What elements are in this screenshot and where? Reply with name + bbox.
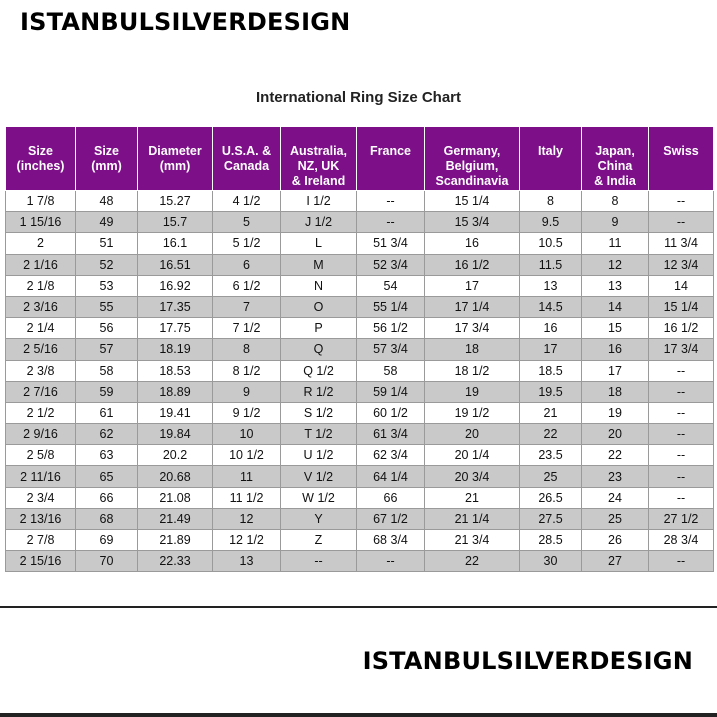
table-cell: 17 3/4 bbox=[425, 318, 520, 339]
column-header-line: Scandinavia bbox=[435, 174, 509, 188]
table-cell: 19.5 bbox=[520, 381, 582, 402]
table-cell: 14.5 bbox=[520, 296, 582, 317]
table-cell: -- bbox=[357, 191, 425, 212]
column-header bbox=[76, 127, 138, 191]
divider-line bbox=[0, 606, 717, 608]
table-cell: 22 bbox=[582, 445, 649, 466]
table-cell: Y bbox=[281, 508, 357, 529]
brand-logo-top: ISTANBULSILVERDESIGN bbox=[20, 8, 351, 36]
column-header bbox=[520, 127, 582, 191]
table-cell: 18.53 bbox=[138, 360, 213, 381]
table-cell: 22.33 bbox=[138, 551, 213, 572]
table-cell: V 1/2 bbox=[281, 466, 357, 487]
table-cell: 59 bbox=[76, 381, 138, 402]
table-cell: -- bbox=[357, 212, 425, 233]
table-cell: 13 bbox=[520, 275, 582, 296]
table-cell: 20 1/4 bbox=[425, 445, 520, 466]
table-cell: 20.68 bbox=[138, 466, 213, 487]
table-cell: 15 3/4 bbox=[425, 212, 520, 233]
column-header-line: Germany, bbox=[443, 144, 501, 158]
table-cell: P bbox=[281, 318, 357, 339]
table-cell: 70 bbox=[76, 551, 138, 572]
table-cell: 68 3/4 bbox=[357, 530, 425, 551]
table-cell: 15.7 bbox=[138, 212, 213, 233]
table-cell: 68 bbox=[76, 508, 138, 529]
table-body bbox=[6, 191, 714, 572]
table-cell: 10 1/2 bbox=[213, 445, 281, 466]
table-cell: 17.75 bbox=[138, 318, 213, 339]
column-header bbox=[425, 127, 520, 191]
column-header-line: Italy bbox=[537, 144, 563, 158]
table-cell: -- bbox=[281, 551, 357, 572]
table-cell: 2 3/8 bbox=[6, 360, 76, 381]
table-cell: 28 3/4 bbox=[649, 530, 714, 551]
table-cell: 9.5 bbox=[520, 212, 582, 233]
table-cell: 12 1/2 bbox=[213, 530, 281, 551]
table-cell: 15 1/4 bbox=[649, 296, 714, 317]
table-cell: 62 3/4 bbox=[357, 445, 425, 466]
table-cell: 22 bbox=[520, 424, 582, 445]
table-cell: -- bbox=[357, 551, 425, 572]
table-row bbox=[6, 508, 714, 529]
table-cell: 21.08 bbox=[138, 487, 213, 508]
column-header-line: Canada bbox=[223, 159, 270, 173]
table-cell: 8 bbox=[213, 339, 281, 360]
table-row bbox=[6, 339, 714, 360]
table-row bbox=[6, 445, 714, 466]
table-cell: -- bbox=[649, 381, 714, 402]
column-header-line: Size bbox=[93, 144, 119, 158]
table-cell: 16.51 bbox=[138, 254, 213, 275]
table-cell: 30 bbox=[520, 551, 582, 572]
table-cell: 13 bbox=[582, 275, 649, 296]
table-cell: 62 bbox=[76, 424, 138, 445]
table-cell: 19.84 bbox=[138, 424, 213, 445]
table-row bbox=[6, 530, 714, 551]
table-cell: 56 1/2 bbox=[357, 318, 425, 339]
table-cell: 16 1/2 bbox=[425, 254, 520, 275]
table-cell: 17 bbox=[520, 339, 582, 360]
table-cell: 28.5 bbox=[520, 530, 582, 551]
table-cell: R 1/2 bbox=[281, 381, 357, 402]
table-cell: 22 bbox=[425, 551, 520, 572]
table-cell: 17 bbox=[425, 275, 520, 296]
table-cell: 16 bbox=[582, 339, 649, 360]
table-cell: 15 bbox=[582, 318, 649, 339]
table-cell: 21 bbox=[425, 487, 520, 508]
table-cell: 52 bbox=[76, 254, 138, 275]
table-cell: 61 3/4 bbox=[357, 424, 425, 445]
column-header-line: (mm) bbox=[159, 159, 191, 173]
table-cell: 53 bbox=[76, 275, 138, 296]
table-cell: 55 1/4 bbox=[357, 296, 425, 317]
table-cell: 18 bbox=[425, 339, 520, 360]
table-cell: -- bbox=[649, 466, 714, 487]
column-header-line: Belgium, bbox=[445, 159, 499, 173]
table-row bbox=[6, 487, 714, 508]
table-cell: 14 bbox=[582, 296, 649, 317]
table-cell: -- bbox=[649, 424, 714, 445]
column-header-line: U.S.A. & bbox=[221, 144, 272, 158]
column-header bbox=[138, 127, 213, 191]
column-header bbox=[213, 127, 281, 191]
table-cell: 11.5 bbox=[520, 254, 582, 275]
table-cell: 2 1/16 bbox=[6, 254, 76, 275]
column-header-line: Japan, bbox=[595, 144, 635, 158]
column-header-line: Australia, bbox=[290, 144, 347, 158]
table-cell: 57 bbox=[76, 339, 138, 360]
table-cell: 6 bbox=[213, 254, 281, 275]
column-header bbox=[582, 127, 649, 191]
table-cell: -- bbox=[649, 402, 714, 423]
table-cell: 24 bbox=[582, 487, 649, 508]
table-cell: 25 bbox=[582, 508, 649, 529]
table-cell: I 1/2 bbox=[281, 191, 357, 212]
table-cell: 64 1/4 bbox=[357, 466, 425, 487]
table-cell: 27.5 bbox=[520, 508, 582, 529]
table-cell: 12 bbox=[582, 254, 649, 275]
table-cell: 8 bbox=[520, 191, 582, 212]
table-row bbox=[6, 551, 714, 572]
table-cell: 16 bbox=[520, 318, 582, 339]
column-header-line: Swiss bbox=[663, 144, 699, 158]
table-cell: 23 bbox=[582, 466, 649, 487]
table-cell: 2 13/16 bbox=[6, 508, 76, 529]
table-cell: 27 bbox=[582, 551, 649, 572]
column-header bbox=[649, 127, 714, 191]
table-cell: 6 1/2 bbox=[213, 275, 281, 296]
table-cell: 12 bbox=[213, 508, 281, 529]
column-header-line: & India bbox=[594, 174, 636, 188]
brand-logo-bottom: ISTANBULSILVERDESIGN bbox=[362, 647, 693, 675]
chart-title bbox=[0, 89, 717, 106]
table-cell: 19 bbox=[582, 402, 649, 423]
table-row bbox=[6, 381, 714, 402]
table-cell: Q bbox=[281, 339, 357, 360]
column-header-line: (mm) bbox=[91, 159, 122, 173]
table-row bbox=[6, 318, 714, 339]
table-cell: 2 7/8 bbox=[6, 530, 76, 551]
table-cell: 65 bbox=[76, 466, 138, 487]
table-cell: S 1/2 bbox=[281, 402, 357, 423]
table-cell: 2 15/16 bbox=[6, 551, 76, 572]
table-cell: 14 bbox=[649, 275, 714, 296]
column-header bbox=[357, 127, 425, 191]
table-cell: 2 5/16 bbox=[6, 339, 76, 360]
table-row bbox=[6, 191, 714, 212]
table-cell: 26.5 bbox=[520, 487, 582, 508]
table-cell: 2 1/2 bbox=[6, 402, 76, 423]
table-cell: 19.41 bbox=[138, 402, 213, 423]
table-cell: N bbox=[281, 275, 357, 296]
table-cell: 25 bbox=[520, 466, 582, 487]
table-cell: M bbox=[281, 254, 357, 275]
table-cell: 23.5 bbox=[520, 445, 582, 466]
chart-title-text: International Ring Size Chart bbox=[255, 89, 462, 106]
column-header-line: Size bbox=[27, 144, 53, 158]
column-header-line: & Ireland bbox=[291, 174, 346, 188]
table-cell: 58 bbox=[76, 360, 138, 381]
table-cell: 15.27 bbox=[138, 191, 213, 212]
column-header-line: (inches) bbox=[16, 159, 65, 173]
table-cell: 2 bbox=[6, 233, 76, 254]
table-cell: 67 1/2 bbox=[357, 508, 425, 529]
table-cell: 17 3/4 bbox=[649, 339, 714, 360]
table-cell: 9 bbox=[582, 212, 649, 233]
table-cell: 11 1/2 bbox=[213, 487, 281, 508]
table-cell: 2 7/16 bbox=[6, 381, 76, 402]
table-cell: 21.49 bbox=[138, 508, 213, 529]
table-cell: 12 3/4 bbox=[649, 254, 714, 275]
table-cell: 60 1/2 bbox=[357, 402, 425, 423]
table-cell: 1 15/16 bbox=[6, 212, 76, 233]
table-cell: 8 1/2 bbox=[213, 360, 281, 381]
table-cell: 18 1/2 bbox=[425, 360, 520, 381]
table-cell: 11 3/4 bbox=[649, 233, 714, 254]
table-cell: 7 1/2 bbox=[213, 318, 281, 339]
table-cell: 58 bbox=[357, 360, 425, 381]
table-cell: 59 1/4 bbox=[357, 381, 425, 402]
table-cell: 18.5 bbox=[520, 360, 582, 381]
table-cell: 2 9/16 bbox=[6, 424, 76, 445]
table-cell: U 1/2 bbox=[281, 445, 357, 466]
table-cell: 51 bbox=[76, 233, 138, 254]
table-cell: 66 bbox=[76, 487, 138, 508]
table-cell: 55 bbox=[76, 296, 138, 317]
table-cell: 20 bbox=[425, 424, 520, 445]
table-cell: 10.5 bbox=[520, 233, 582, 254]
column-header-line: NZ, UK bbox=[297, 159, 340, 173]
table-cell: 2 3/16 bbox=[6, 296, 76, 317]
table-cell: 66 bbox=[357, 487, 425, 508]
table-cell: 2 5/8 bbox=[6, 445, 76, 466]
table-cell: 21.89 bbox=[138, 530, 213, 551]
table-cell: 2 3/4 bbox=[6, 487, 76, 508]
table-cell: -- bbox=[649, 487, 714, 508]
table-cell: 13 bbox=[213, 551, 281, 572]
ring-size-table bbox=[5, 126, 714, 572]
table-cell: 2 1/8 bbox=[6, 275, 76, 296]
table-cell: 17 1/4 bbox=[425, 296, 520, 317]
table-cell: 16 bbox=[425, 233, 520, 254]
table-cell: 51 3/4 bbox=[357, 233, 425, 254]
table-cell: 2 1/4 bbox=[6, 318, 76, 339]
table-cell: 69 bbox=[76, 530, 138, 551]
table-cell: -- bbox=[649, 445, 714, 466]
table-cell: 21 bbox=[520, 402, 582, 423]
table-cell: 9 1/2 bbox=[213, 402, 281, 423]
table-cell: -- bbox=[649, 360, 714, 381]
table-cell: 19 1/2 bbox=[425, 402, 520, 423]
table-cell: 17.35 bbox=[138, 296, 213, 317]
table-cell: 20 3/4 bbox=[425, 466, 520, 487]
table-row bbox=[6, 466, 714, 487]
table-cell: 49 bbox=[76, 212, 138, 233]
table-cell: 54 bbox=[357, 275, 425, 296]
table-cell: 15 1/4 bbox=[425, 191, 520, 212]
table-cell: W 1/2 bbox=[281, 487, 357, 508]
table-cell: 56 bbox=[76, 318, 138, 339]
table-cell: -- bbox=[649, 191, 714, 212]
table-cell: 19 bbox=[425, 381, 520, 402]
table-cell: 11 bbox=[213, 466, 281, 487]
column-header bbox=[6, 127, 76, 191]
table-row bbox=[6, 275, 714, 296]
bottom-border bbox=[0, 713, 717, 717]
column-header-line: China bbox=[597, 159, 633, 173]
table-cell: 57 3/4 bbox=[357, 339, 425, 360]
table-cell: 63 bbox=[76, 445, 138, 466]
table-cell: 27 1/2 bbox=[649, 508, 714, 529]
table-cell: T 1/2 bbox=[281, 424, 357, 445]
table-cell: 1 7/8 bbox=[6, 191, 76, 212]
table-row bbox=[6, 402, 714, 423]
table-cell: 18.89 bbox=[138, 381, 213, 402]
table-cell: Q 1/2 bbox=[281, 360, 357, 381]
table-cell: 8 bbox=[582, 191, 649, 212]
table-cell: 20.2 bbox=[138, 445, 213, 466]
table-cell: 17 bbox=[582, 360, 649, 381]
table-cell: 18.19 bbox=[138, 339, 213, 360]
table-cell: L bbox=[281, 233, 357, 254]
table-row bbox=[6, 360, 714, 381]
table-cell: 20 bbox=[582, 424, 649, 445]
table-cell: 16.92 bbox=[138, 275, 213, 296]
table-cell: 48 bbox=[76, 191, 138, 212]
table-cell: Z bbox=[281, 530, 357, 551]
column-header bbox=[281, 127, 357, 191]
table-cell: J 1/2 bbox=[281, 212, 357, 233]
table-row bbox=[6, 254, 714, 275]
column-header-line: France bbox=[370, 144, 411, 158]
table-cell: 16.1 bbox=[138, 233, 213, 254]
table-cell: 18 bbox=[582, 381, 649, 402]
table-cell: -- bbox=[649, 212, 714, 233]
table-cell: 11 bbox=[582, 233, 649, 254]
table-row bbox=[6, 233, 714, 254]
table-row bbox=[6, 424, 714, 445]
column-header-line: Diameter bbox=[148, 144, 202, 158]
table-cell: 2 11/16 bbox=[6, 466, 76, 487]
table-cell: 26 bbox=[582, 530, 649, 551]
table-row bbox=[6, 296, 714, 317]
table-cell: 61 bbox=[76, 402, 138, 423]
table-cell: 16 1/2 bbox=[649, 318, 714, 339]
table-cell: 21 1/4 bbox=[425, 508, 520, 529]
table-header-row bbox=[6, 127, 714, 191]
table-cell: 10 bbox=[213, 424, 281, 445]
table-cell: 4 1/2 bbox=[213, 191, 281, 212]
table-cell: O bbox=[281, 296, 357, 317]
table-cell: 52 3/4 bbox=[357, 254, 425, 275]
table-cell: -- bbox=[649, 551, 714, 572]
table-cell: 7 bbox=[213, 296, 281, 317]
table-cell: 21 3/4 bbox=[425, 530, 520, 551]
table-cell: 5 bbox=[213, 212, 281, 233]
table-cell: 5 1/2 bbox=[213, 233, 281, 254]
table-row bbox=[6, 212, 714, 233]
table-cell: 9 bbox=[213, 381, 281, 402]
